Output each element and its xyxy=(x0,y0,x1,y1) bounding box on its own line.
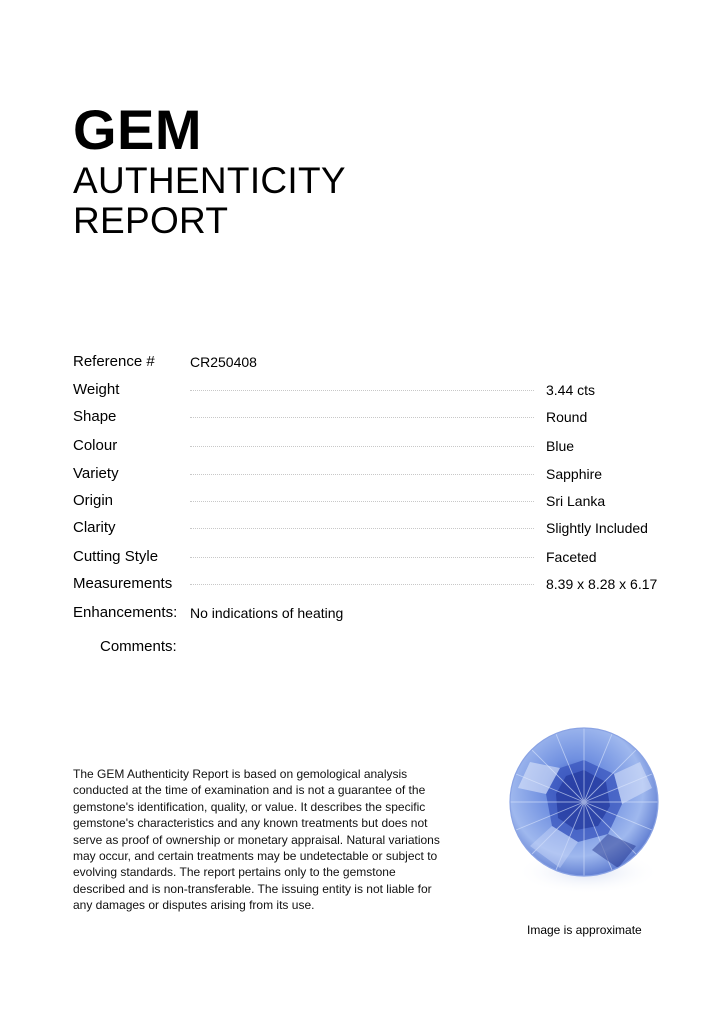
clarity-row xyxy=(0,518,724,538)
colour-row xyxy=(0,436,724,456)
clarity-value: Slightly Included xyxy=(546,520,648,536)
variety-label: Variety xyxy=(73,465,119,482)
enhancements-value: No indications of heating xyxy=(190,605,344,621)
cutting-style-label: Cutting Style xyxy=(73,548,159,565)
reference-row xyxy=(0,352,724,372)
leader-dots xyxy=(190,557,534,558)
leader-dots xyxy=(190,584,534,585)
leader-dots xyxy=(190,390,534,391)
enhancements-label: Enhancements: xyxy=(73,604,178,621)
subtitle-line-2: REPORT xyxy=(73,200,229,241)
weight-label: Weight xyxy=(73,381,120,398)
measurements-label: Measurements xyxy=(73,575,173,592)
reference-label: Reference # xyxy=(73,353,155,370)
weight-value: 3.44 cts xyxy=(546,382,596,398)
weight-row xyxy=(0,380,724,400)
leader-dots xyxy=(190,528,534,529)
variety-value: Sapphire xyxy=(546,466,603,482)
colour-value: Blue xyxy=(546,438,575,454)
shape-label: Shape xyxy=(73,408,117,425)
subtitle-line-1: AUTHENTICITY xyxy=(73,160,346,201)
leader-dots xyxy=(190,474,534,475)
origin-value: Sri Lanka xyxy=(546,493,606,509)
colour-label: Colour xyxy=(73,437,118,454)
measurements-value: 8.39 x 8.28 x 6.17 xyxy=(546,576,658,592)
variety-row xyxy=(0,464,724,484)
clarity-label: Clarity xyxy=(73,519,116,536)
origin-row xyxy=(0,491,724,511)
shape-value: Round xyxy=(546,409,588,425)
leader-dots xyxy=(190,446,534,447)
cutting-style-row xyxy=(0,547,724,567)
leader-dots xyxy=(190,417,534,418)
enhancements-row xyxy=(0,603,724,623)
disclaimer-text: The GEM Authenticity Report is based on gemological analysis conducted at the time of examination and is not a guarantee of the gemstone's identification, quality, or value. It describes the specific gemstone's characteristics and any known treatments but does not serve as proof of ownership or monetary appraisal. Natural variations may occur, and certain treatments may be undetectable or subject to evolving standards. The report pertains only to the gemstone described and is non-transferable. The issuing entity is not liable for any damages or disputes arising from its use. xyxy=(73,767,440,913)
origin-label: Origin xyxy=(73,492,114,509)
report-title: GEM xyxy=(73,98,203,161)
image-caption: Image is approximate xyxy=(527,923,642,937)
sapphire-gem-image xyxy=(500,722,670,900)
report-subtitle xyxy=(73,161,346,241)
comments-label: Comments: xyxy=(100,638,177,655)
shape-row xyxy=(0,407,724,427)
cutting-style-value: Faceted xyxy=(546,549,597,565)
reference-value: CR250408 xyxy=(190,354,257,370)
leader-dots xyxy=(190,501,534,502)
measurements-row xyxy=(0,574,724,594)
